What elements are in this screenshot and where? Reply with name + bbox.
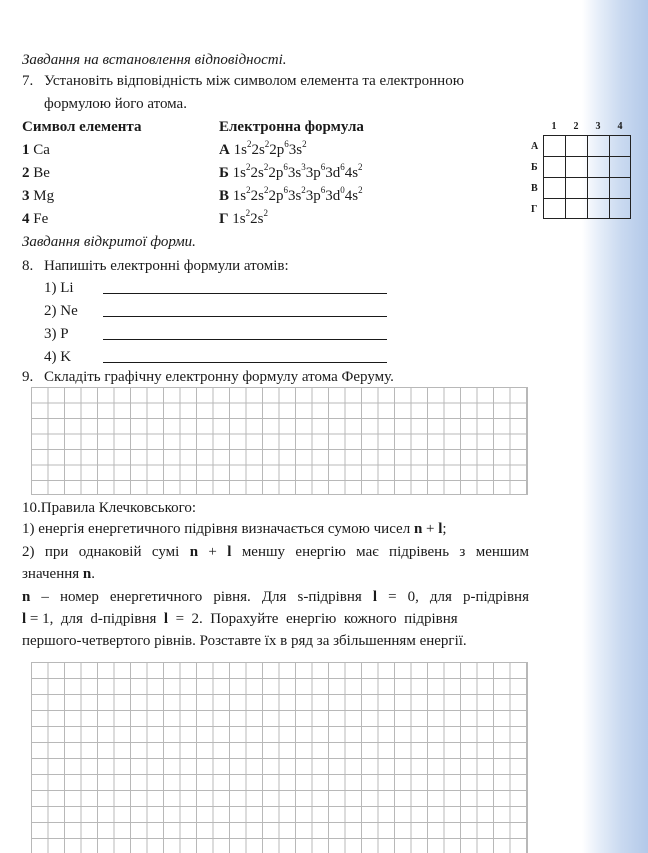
symbol-n: n <box>82 566 92 582</box>
plus-sign: + <box>198 544 228 560</box>
electron-count: 2 <box>246 162 251 172</box>
electron-count: 2 <box>263 208 268 218</box>
answer-row-label: В <box>531 183 538 194</box>
orbital: 3s <box>288 142 303 158</box>
task9-grid-answer-area[interactable] <box>31 387 528 495</box>
symbol-l: l <box>372 589 378 605</box>
rule1-text: 1) енергія енергетичного підрівня визначається сумою чисел <box>22 521 414 537</box>
orbital: 3p <box>305 188 321 204</box>
element-number: 3 <box>22 188 30 204</box>
orbital: 3s <box>287 188 302 204</box>
rule2-text-end: значення <box>22 566 83 582</box>
orbital: 4s <box>344 188 359 204</box>
electron-count: 2 <box>358 185 363 195</box>
element-item <box>22 164 50 182</box>
orbital: 3s <box>287 165 302 181</box>
electron-count: 0 <box>340 185 345 195</box>
answer-row-label: Г <box>531 204 538 215</box>
item-label: 2) <box>44 303 61 319</box>
element-symbol: Be <box>29 165 50 181</box>
task8-item <box>44 325 69 343</box>
symbol-n: n <box>189 544 199 560</box>
orbital: 4s <box>344 165 359 181</box>
element-symbol: Mg <box>29 188 55 204</box>
rule2-line2 <box>22 565 95 583</box>
task10-title: 10.Правила Клечковського: <box>22 500 197 516</box>
plus-sign: + <box>422 521 439 537</box>
symbol-l: l <box>438 521 443 537</box>
formula-item <box>219 210 268 228</box>
electron-count: 2 <box>263 162 269 172</box>
item-symbol: K <box>60 349 72 365</box>
task8-item <box>44 348 71 366</box>
column-header-symbol: Символ елемента <box>22 119 142 135</box>
answer-row-label: Б <box>531 162 538 173</box>
answer-column-label: 2 <box>573 121 579 132</box>
formula-letter: Г <box>219 211 233 227</box>
symbol-l: l <box>163 611 169 627</box>
definition-text: = 2. Порахуйте енергію кожного підрівня <box>168 611 458 627</box>
orbital: 3d <box>325 188 341 204</box>
item-symbol: Li <box>60 280 74 296</box>
electron-count: 2 <box>264 139 270 149</box>
definition-line2 <box>22 610 529 628</box>
task9-number: 9. <box>22 369 34 385</box>
section-open-heading: Завдання відкритої форми. <box>22 234 196 250</box>
answer-column-label: 1 <box>551 121 557 132</box>
formula-item <box>219 187 363 205</box>
element-symbol: Fe <box>29 211 49 227</box>
rule1 <box>22 520 447 538</box>
item-symbol: P <box>60 326 69 342</box>
orbital: 3p <box>305 165 321 181</box>
orbital: 2s <box>250 211 264 227</box>
rule2-line1 <box>22 543 529 561</box>
definition-text: = 0, для p-підрівня <box>377 589 529 605</box>
rule1-end: ; <box>442 521 447 537</box>
orbital: 2s <box>250 188 264 204</box>
electron-count: 2 <box>263 185 269 195</box>
orbital: 2p <box>268 165 284 181</box>
item-label: 3) <box>44 326 61 342</box>
electron-count: 6 <box>283 185 288 195</box>
orbital: 3d <box>325 165 341 181</box>
answer-row-label: А <box>531 141 539 152</box>
period: . <box>91 566 96 582</box>
electron-count: 2 <box>302 139 307 149</box>
symbol-n: n <box>413 521 423 537</box>
element-number: 4 <box>22 211 30 227</box>
element-number: 1 <box>22 142 30 158</box>
task7-text-line2: формулою його атома. <box>44 96 187 112</box>
answer-line[interactable] <box>103 362 387 363</box>
orbital: 2p <box>268 188 284 204</box>
element-item <box>22 210 48 228</box>
electron-count: 2 <box>246 185 251 195</box>
item-symbol: Ne <box>60 303 78 319</box>
electron-count: 3 <box>301 162 306 172</box>
orbital: 1s <box>232 188 247 204</box>
task8-text: Напишіть електронні формули атомів: <box>44 258 289 274</box>
task8-item <box>44 279 74 297</box>
electron-count: 2 <box>246 139 252 149</box>
answer-grid[interactable] <box>543 135 631 219</box>
symbol-l: l <box>22 611 27 627</box>
element-symbol: Ca <box>29 142 50 158</box>
formula-item <box>219 141 307 159</box>
answer-line[interactable] <box>103 316 387 317</box>
answer-column-label: 4 <box>617 121 623 132</box>
orbital: 2p <box>269 142 285 158</box>
rule2-text: 2) при однаковій сумі <box>22 544 190 560</box>
answer-line[interactable] <box>103 293 387 294</box>
definition-text: – номер енергетичного рівня. Для s-підрівня <box>30 589 373 605</box>
electron-count: 6 <box>320 185 326 195</box>
element-number: 2 <box>22 165 30 181</box>
orbital: 2s <box>250 165 264 181</box>
orbital: 2s <box>251 142 265 158</box>
formula-item <box>219 164 363 182</box>
formula-letter: А <box>219 142 234 158</box>
electron-count: 6 <box>283 162 288 172</box>
electron-count: 2 <box>358 162 363 172</box>
item-label: 4) <box>44 349 61 365</box>
symbol-n: n <box>22 589 31 605</box>
formula-letter: В <box>219 188 233 204</box>
element-item <box>22 141 50 159</box>
task8-item <box>44 302 78 320</box>
orbital: 1s <box>232 211 246 227</box>
section-matching-heading: Завдання на встановлення відповідності. <box>22 52 287 68</box>
orbital: 1s <box>233 142 247 158</box>
answer-column-label: 3 <box>595 121 601 132</box>
electron-count: 6 <box>320 162 326 172</box>
definition-text: = 1, для d-підрівня <box>26 611 164 627</box>
element-item <box>22 187 54 205</box>
definition-line3: першого-четвертого рівнів. Розставте їх в ряд за збільшенням енергії. <box>22 633 467 649</box>
rule2-text-cont: меншу енергію має підрівень з меншим <box>231 544 529 560</box>
electron-count: 6 <box>284 139 289 149</box>
definition-line1 <box>22 588 529 606</box>
task7-text-line1: Установіть відповідність між символом елемента та електронною <box>44 73 464 89</box>
task10-grid-answer-area[interactable] <box>31 662 528 853</box>
electron-count: 6 <box>340 162 345 172</box>
task8-number: 8. <box>22 258 34 274</box>
column-header-formula: Електронна формула <box>219 119 364 135</box>
item-label: 1) <box>44 280 61 296</box>
task7-number: 7. <box>22 73 34 89</box>
electron-count: 2 <box>245 208 251 218</box>
orbital: 1s <box>232 165 247 181</box>
symbol-l: l <box>227 544 232 560</box>
answer-line[interactable] <box>103 339 387 340</box>
task9-text: Складіть графічну електронну формулу атома Феруму. <box>44 369 394 385</box>
electron-count: 2 <box>301 185 306 195</box>
formula-letter: Б <box>219 165 233 181</box>
